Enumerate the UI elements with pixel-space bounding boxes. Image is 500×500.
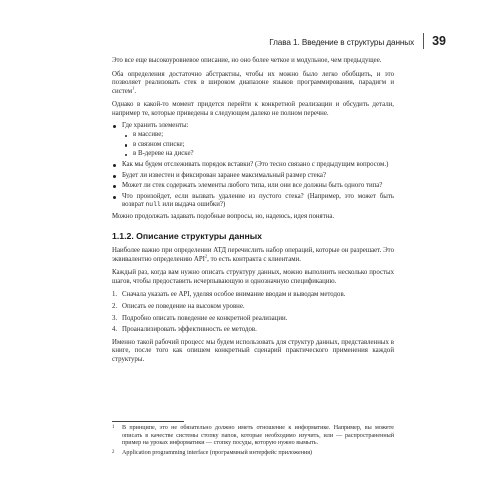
step-number: 4. — [112, 326, 118, 334]
step-text: Проанализировать эффективность ее методов. — [122, 326, 257, 334]
step-number: 1. — [112, 291, 118, 299]
paragraph-text: Оба определения достаточно абстрактны, чтобы их можно было легко обобщить, и это позволяет реализовать стек в широком диапазоне языков программирования, парадигм и систем — [112, 70, 394, 95]
list-item — [112, 193, 394, 210]
main-text — [112, 57, 394, 370]
paragraph: Это все еще высокоуровневое описание, но оно более четкое и модульное, чем предыдущее. — [112, 57, 382, 64]
list-item: Как мы будем отслеживать порядок вставки? (Это тесно связано с предыдущим вопросом.) — [112, 161, 394, 170]
chapter-title: Глава 1. Введение в структуры данных — [269, 38, 415, 47]
footnote-number: 2 — [112, 449, 115, 455]
footnote — [112, 425, 394, 448]
footnote-rule — [112, 421, 184, 422]
paragraph-end: . — [134, 87, 137, 95]
paragraph-end: , то есть контракта с клиентами. — [207, 255, 302, 263]
step-number: 3. — [112, 314, 118, 322]
list-item-text: Что произойдет, если вызвать удаление из пустого стека? (Например, это может быть возврат — [122, 192, 394, 209]
paragraph — [112, 71, 394, 97]
header-divider — [423, 33, 424, 49]
footnote-text: В принципе, это не обязательно должно иметь отношение к информатике. Например, вы можете описать в качестве системы стопку папок, которые необходимо изучить, или — распространенный пример на уроках информатики — стопку посуды, которую нужно вымыть. — [122, 425, 394, 447]
running-head — [269, 29, 446, 48]
inline-code: null — [145, 201, 161, 209]
storage-options-list — [122, 131, 394, 159]
sub-list-item: в массиве; — [122, 131, 394, 140]
footnote — [112, 450, 394, 458]
list-item: Будет ли известен и фиксирован заранее максимальный размер стека? — [112, 172, 394, 181]
paragraph: Каждый раз, когда вам нужно описать структуру данных, можно выполнить несколько простых шагов, чтобы предоставить исчерпывающую и однозначную спецификацию. — [112, 269, 394, 285]
footnote-number: 1 — [112, 425, 115, 430]
sub-list-item: в B-дереве на диске? — [122, 150, 394, 159]
list-item — [112, 122, 394, 159]
paragraph: Однако в какой-то момент придется перейти к конкретной реализации и обсудить детали, например те, которые приведены в следующем далеко не полном перечне. — [112, 101, 394, 117]
section-heading: 1.1.2. Описание структуры данных — [112, 230, 262, 241]
sub-list-item: в связном списке; — [122, 141, 394, 150]
question-list — [112, 122, 394, 210]
step-item — [112, 291, 394, 300]
paragraph-text: Наиболее важно при определении АТД перечислить набор операций, которые он разрешает. Это эквивалентно определению API — [112, 247, 394, 263]
paragraph — [112, 247, 394, 264]
footnote-ref: 1 — [132, 85, 135, 91]
footnotes — [112, 421, 394, 459]
step-text: Подробно описать поведение ее конкретной реализации. — [122, 314, 288, 322]
step-number: 2. — [112, 303, 118, 311]
footnote-ref: 2 — [204, 253, 208, 259]
step-text: Сначала указать ее API, уделяя особое внимание вводам и выводам методов. — [122, 291, 346, 299]
step-text: Описать ее поведение на высоком уровне. — [122, 303, 245, 311]
steps-list — [112, 291, 394, 334]
step-item — [112, 315, 394, 324]
list-item-text: Где хранить элементы: — [122, 121, 189, 129]
paragraph: Можно продолжать задавать подобные вопросы, но, надеюсь, идея понятна. — [112, 212, 335, 220]
step-item — [112, 303, 394, 312]
list-item: Может ли стек содержать элементы любого типа, или они все должны быть одного типа? — [112, 182, 394, 191]
paragraph: Именно такой рабочий процесс мы будем использовать для структур данных, представленных в книге, после того как опишем конкретный сценарий практического применения каждой структуры. — [112, 338, 394, 364]
step-item — [112, 326, 394, 335]
list-item-text-end: или выдача ошибки?) — [160, 201, 226, 209]
page-number: 39 — [432, 34, 446, 48]
footnote-text: Application programming interface (программный интерфейс приложения) — [122, 449, 313, 456]
